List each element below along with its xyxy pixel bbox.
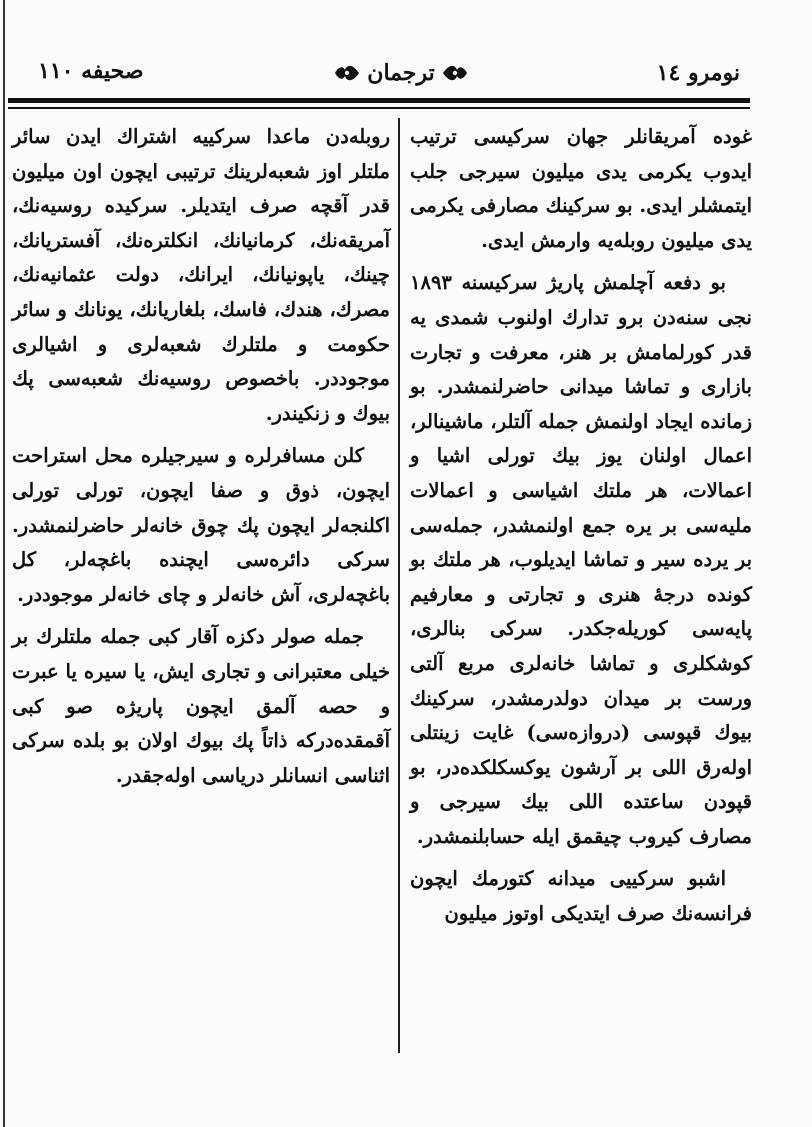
column-divider — [398, 118, 400, 1053]
header-rule-thick — [8, 98, 750, 103]
page-number-label: صحیفه ۱۱۰ — [38, 58, 144, 84]
article-paragraph: غوده آمریقانلر جهان سرکیسی ترتیب ایدوب یکرمی یدی میلیون سیرجی جلب ایتمشلر ایدی. بو سرکینك مصارفی یکرمی یدی میلیون روبلەیه وارمش ایدی. — [410, 125, 752, 252]
right-column — [410, 120, 752, 940]
issue-number-label: نومرو ۱٤ — [656, 60, 740, 86]
article-paragraph: روبلەدن ماعدا سرکییه اشتراك ایدن سائر ملتلر اوز شعبەلرینك ترتیبی ایچون اون میلیون قدر آقچه صرف ایتدیلر. سرکیده روسیەنك، آمریقەنك، کرمانیانك، انکلترەنك، آفستریانك، چینك، یاپونیانك، ایرانك، دولت عثمانیەنك، مصرك، هندك، فاسك، بلغاریانك، یونانك و سائر حکومت و ملتلرك شعبەلری و اشیالری موجوددر. باخصوص روسیەنك شعبەسی پك بیوك و زنکیندر. — [12, 125, 390, 425]
left-column — [12, 120, 390, 801]
newspaper-title: ترجمان — [367, 60, 435, 86]
fleuron-ornament-icon — [441, 62, 469, 84]
header-rule-thin — [8, 107, 750, 109]
article-paragraph: کلن مسافرلره و سیرجیلره محل استراحت ایچون، ذوق و صفا ایچون، تورلی تورلی اکلنجەلر ایچون پك چوق خانەلر حاضرلنمشدر. سرکی دائرەسی ایچنده باغچەلر، کل باغچەلری، آش خانەلر و چای خانەلر موجوددر. — [12, 444, 390, 606]
article-paragraph: جمله صولر دکزه آقار کبی جمله ملتلرك بر خیلی معتبرانی و تجاری ایش، یا سیره یا عبرت و حصه آلمق ایچون پاریژه صو کبی آقمقدەدرکه ذاتاً پك بیوك اولان بو بلده سرکی اثناسی انسانلر دریاسی اولەجقدر. — [12, 625, 390, 787]
page-edge-line — [3, 0, 5, 1127]
fleuron-ornament-icon — [333, 62, 361, 84]
masthead — [326, 56, 476, 90]
page-header — [8, 52, 760, 92]
article-paragraph: بو دفعه آچلمش پاریژ سرکیسنه ۱۸۹۳ نجی سنەدن برو تدارك اولنوب شمدی یه قدر کورلمامش بر هنر، معرفت و تجارت بازاری و تماشا میدانی حاضرلنمشدر. بو زمانده ایجاد اولنمش جمله آلتلر، ماشینالر، اعمال اولنان یوز بیك تورلی اشیا و اعمالات، هر ملتك اشیاسی و اعمالات ملیەسی بر یره جمع اولنمشدر، جملەسی بر یرده سیر و تماشا ایدیلوب، هر ملتك بو کونده درجۀ هنری و تجارتی و معارفیم پایەسی کوریلەجکدر. سرکی بنالری، کوشکلری و تماشا خانەلری مربع آلتی ورست بر میدان دولدرمشدر، سرکینك بیوك قپوسی (دروازەسی) غایت زینتلی اولەرق اللی بر آرشون یوکسکلکدەدر، بو قپودن ساعتده اللی بیك سیرجی و مصارف کیروب چیقمق ایله حسابلنمشدر. — [410, 271, 752, 848]
article-paragraph: اشبو سرکییی میدانه کتورمك ایچون فرانسەنك صرف ایتدیکی اوتوز میلیون — [410, 867, 752, 926]
